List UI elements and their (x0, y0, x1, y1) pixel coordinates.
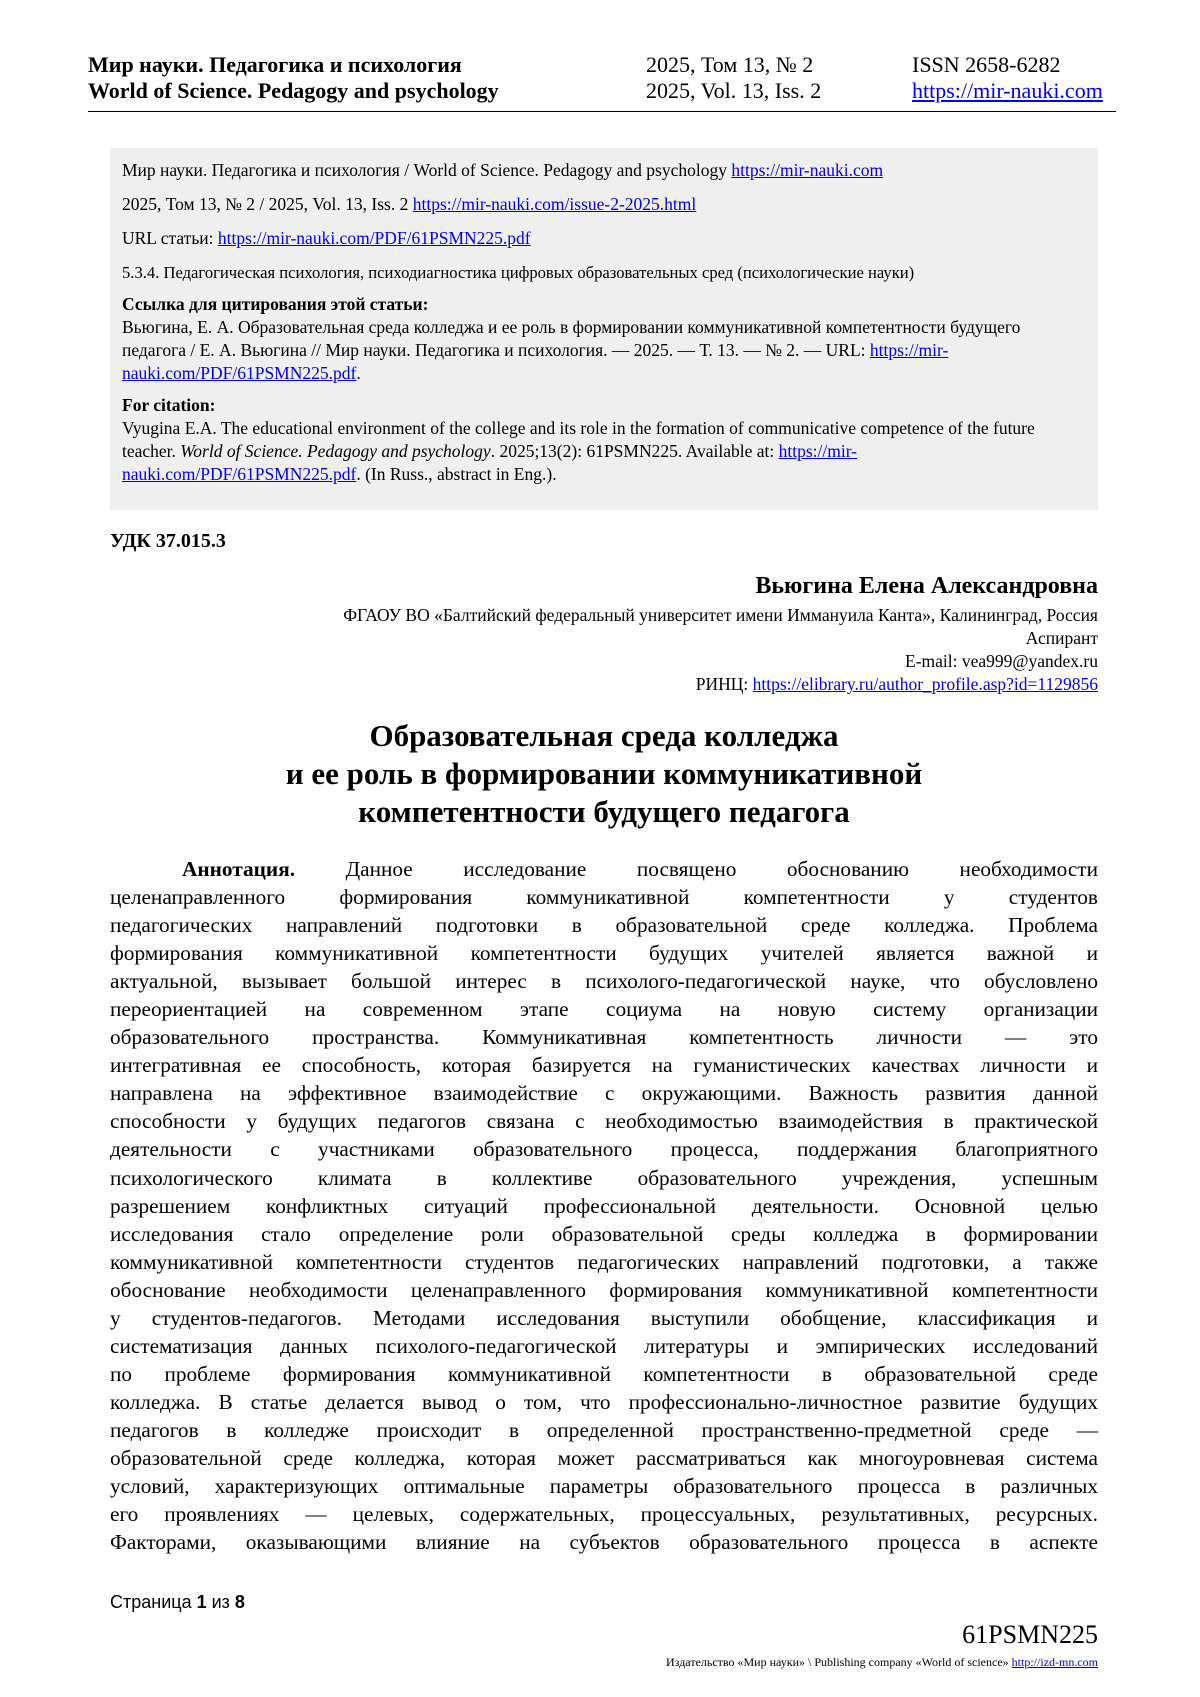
author-name: Вьюгина Елена Александровна (755, 573, 1098, 599)
ru-citation-link[interactable]: https://mir-nauki.com/PDF/61PSMN225.pdf (122, 340, 949, 383)
site-link[interactable]: https://mir-nauki.com (912, 78, 1103, 103)
ru-citation-heading: Ссылка для цитирования этой статьи: (122, 294, 429, 314)
abstract-line: у студентов-педагогов. Методами исследования выступили обобщение, классификация и (110, 1305, 1098, 1330)
issue-link[interactable]: https://mir-nauki.com/issue-2-2025.html (412, 194, 697, 214)
abstract-line: колледжа. В статье делается вывод о том, что профессионально-личностное развитие будущих (110, 1389, 1098, 1414)
en-citation: Vyugina E.A. The educational environment of the college and its role in the formation of communicative competence of the future teacher. World of Science. Pedagogy and psychology. 2025;13(2): 61PSMN225. Available at: https://mir-nauki.com/PDF/61PSMN225.pdf. (In Russ., abstract in Eng.). (122, 418, 1035, 484)
abstract-line: Аннотация. Данное исследование посвящено обоснованию необходимости (182, 857, 1098, 881)
en-citation-link[interactable]: https://mir-nauki.com/PDF/61PSMN225.pdf (122, 441, 858, 484)
journal-title-ru: Мир науки. Педагогика и психология (88, 52, 462, 77)
abstract-line: Факторами, оказывающими влияние на субъектов образовательного процесса в аспекте (110, 1530, 1098, 1555)
abstract-line: педагогов в колледже происходит в определенной пространственно-предметной среде — (110, 1417, 1098, 1442)
publisher-line: Издательство «Мир науки» \ Publishing company «World of science» http://izd-mn.com (666, 1655, 1098, 1669)
abstract-line: формирования коммуникативной компетентности будущих учителей является важной и (110, 941, 1098, 966)
abstract-line: обоснование необходимости целенаправленного формирования коммуникативной компетентности (110, 1277, 1098, 1302)
abstract-line: исследования стало определение роли образовательной среды колледжа в формировании (110, 1221, 1098, 1246)
title-line-2: и ее роль в формировании коммуникативной (285, 756, 923, 791)
article-code: 61PSMN225 (962, 1620, 1098, 1649)
abstract-line: актуальной, вызывает большой интерес в психолого-педагогической науке, что обусловлено (110, 969, 1098, 994)
page-number: Страница 1 из 8 (110, 1592, 245, 1612)
citation-box (110, 148, 1098, 510)
journal-link[interactable]: https://mir-nauki.com (731, 160, 884, 180)
url-line: URL статьи: https://mir-nauki.com/PDF/61PSMN225.pdf (122, 228, 531, 248)
abstract-line: переориентацией на современном этапе социума на новую систему организации (110, 997, 1098, 1022)
journal-line: Мир науки. Педагогика и психология / World of Science. Pedagogy and psychology https://mir-nauki.com (122, 160, 884, 180)
abstract-line: разрешением конфликтных ситуаций профессиональной деятельности. Основной целью (110, 1193, 1098, 1218)
abstract-line: педагогических направлений подготовки в образовательной среде колледжа. Проблема (110, 913, 1098, 938)
specialty-line: 5.3.4. Педагогическая психология, психодиагностика цифровых образовательных сред (психологические науки) (122, 263, 915, 282)
author-email: E-mail: vea999@yandex.ru (905, 651, 1098, 671)
article-url-link[interactable]: https://mir-nauki.com/PDF/61PSMN225.pdf (217, 228, 531, 248)
issn: ISSN 2658-6282 (912, 52, 1061, 77)
author-block (343, 570, 1098, 696)
publisher-link[interactable]: http://izd-mn.com (1011, 1655, 1098, 1669)
abstract-line: коммуникативной компетентности студентов педагогических направлений подготовки, а также (110, 1249, 1098, 1274)
abstract-line: образовательной среде колледжа, которая может рассматриваться как многоуровневая система (110, 1445, 1098, 1470)
abstract-line: образовательного пространства. Коммуникативная компетентность личности — это (110, 1025, 1098, 1050)
udk-code: УДК 37.015.3 (110, 530, 226, 552)
en-citation-heading: For citation: (122, 395, 216, 415)
abstract-line: целенаправленного формирования коммуникативной компетентности у студентов (110, 885, 1098, 910)
abstract-line: способности у будущих педагогов связана с необходимостью взаимодействия в практической (110, 1109, 1098, 1134)
abstract (110, 855, 1098, 1556)
article-title (110, 717, 1098, 831)
abstract-line: интегративная ее способность, которая базируется на гуманистических качествах личности и (110, 1053, 1098, 1078)
abstract-line: деятельности с участниками образовательного процесса, поддержания благоприятного (110, 1137, 1098, 1162)
journal-title-en: World of Science. Pedagogy and psychology (88, 78, 499, 103)
ru-citation: Вьюгина, Е. А. Образовательная среда колледжа и ее роль в формировании коммуникативной компетентности будущего педагога / Е. А. Вьюгина // Мир науки. Педагогика и психология. — 2025. — Т. 13. — № 2. — URL: https://mir-nauki.com/PDF/61PSMN225.pdf. (122, 317, 1021, 383)
header-divider (88, 111, 1116, 112)
issue-block (646, 52, 821, 104)
abstract-line: систематизация данных психолого-педагогической литературы и эмпирических исследований (110, 1333, 1098, 1358)
abstract-line: направлена на эффективное взаимодействие с окружающими. Важность развития данной (110, 1081, 1098, 1106)
issn-block (912, 52, 1103, 104)
issue-en: 2025, Vol. 13, Iss. 2 (646, 78, 822, 103)
author-rinc: РИНЦ: https://elibrary.ru/author_profile.asp?id=1129856 (695, 674, 1098, 694)
issue-ru: 2025, Том 13, № 2 (646, 52, 814, 77)
issue-line: 2025, Том 13, № 2 / 2025, Vol. 13, Iss. 2 https://mir-nauki.com/issue-2-2025.html (122, 194, 697, 214)
abstract-line: психологического климата в коллективе образовательного учреждения, успешным (110, 1165, 1098, 1190)
abstract-line: по проблеме формирования коммуникативной компетентности в образовательной среде (110, 1361, 1098, 1386)
abstract-line: его проявлениях — целевых, содержательных, процессуальных, результативных, ресурсных. (110, 1502, 1098, 1527)
title-line-3: компетентности будущего педагога (358, 794, 850, 829)
abstract-line: условий, характеризующих оптимальные параметры образовательного процесса в различных (110, 1474, 1098, 1499)
author-position: Аспирант (1025, 628, 1098, 648)
journal-title-block (88, 52, 499, 104)
abstract-label: Аннотация. (182, 857, 296, 881)
author-affiliation: ФГАОУ ВО «Балтийский федеральный университет имени Иммануила Канта», Калининград, Россия (343, 605, 1098, 625)
rinc-link[interactable]: https://elibrary.ru/author_profile.asp?id=1129856 (752, 674, 1098, 694)
title-line-1: Образовательная среда колледжа (369, 718, 839, 753)
